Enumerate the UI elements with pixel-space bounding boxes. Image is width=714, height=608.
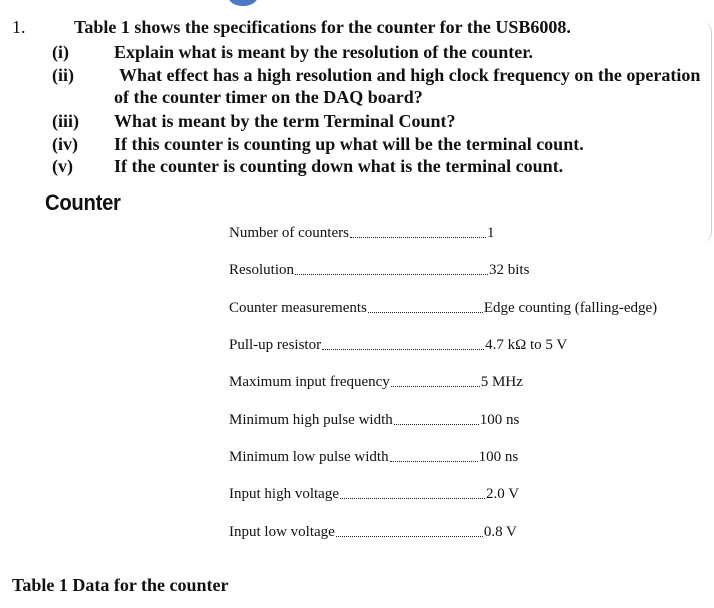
spec-row <box>229 262 704 279</box>
spec-row <box>229 524 704 541</box>
part-label: (iv) <box>52 134 78 154</box>
spec-name: Number of counters <box>229 225 349 241</box>
part-label: (ii) <box>52 65 74 85</box>
spec-row <box>229 300 704 317</box>
part-text: If the counter is counting down what is the terminal count. <box>114 156 564 176</box>
spec-row <box>229 449 704 466</box>
spec-value: 1 <box>486 225 495 241</box>
spec-value: 100 ns <box>478 449 519 465</box>
spec-name: Pull-up resistor <box>229 337 322 353</box>
spec-value: 0.8 V <box>483 524 517 540</box>
spec-row <box>229 374 704 391</box>
leader-dots <box>368 312 483 313</box>
spec-row <box>229 225 704 242</box>
table-caption: Table 1 Data for the counter <box>12 575 229 595</box>
leader-dots <box>394 424 479 425</box>
spec-value: Edge counting (falling-edge) <box>483 300 658 316</box>
leader-dots <box>340 498 485 499</box>
part-text: What is meant by the term Terminal Count? <box>114 111 456 131</box>
question-part-iii <box>52 110 702 132</box>
spec-value: 2.0 V <box>485 486 520 502</box>
part-label: (i) <box>52 42 69 62</box>
leader-dots <box>336 536 483 537</box>
page-edge-curve <box>701 22 712 242</box>
question-part-iv <box>52 133 702 155</box>
leader-dots <box>322 349 484 350</box>
spec-name: Input low voltage <box>229 524 335 540</box>
spec-row <box>229 486 704 503</box>
section-heading: Counter <box>45 190 121 215</box>
question-number: 1. <box>12 17 26 37</box>
part-text: If this counter is counting up what will be the terminal count. <box>114 134 584 154</box>
spec-name: Minimum low pulse width <box>229 449 389 465</box>
spec-name: Counter measurements <box>229 300 367 316</box>
decorative-blue-marker <box>228 0 258 6</box>
part-label: (iii) <box>52 111 79 131</box>
leader-dots <box>350 237 486 238</box>
spec-value: 100 ns <box>479 412 520 428</box>
part-label: (v) <box>52 156 73 176</box>
question-title: Table 1 shows the specifications for the counter for the USB6008. <box>74 17 571 37</box>
part-text: Explain what is meant by the resolution of the counter. <box>114 42 534 62</box>
leader-dots <box>391 386 480 387</box>
spec-row <box>229 412 704 429</box>
leader-dots <box>295 274 488 275</box>
question-part-i <box>52 41 702 63</box>
question-part-v <box>52 155 702 177</box>
leader-dots <box>390 461 478 462</box>
spec-name: Maximum input frequency <box>229 374 390 390</box>
spec-value: 32 bits <box>489 262 530 278</box>
spec-name: Input high voltage <box>229 486 339 502</box>
spec-value: 4.7 kΩ to 5 V <box>485 337 568 353</box>
spec-name: Minimum high pulse width <box>229 412 393 428</box>
spec-name: Resolution <box>229 262 295 278</box>
spec-row <box>229 337 704 354</box>
part-text: What effect has a high resolution and high clock frequency on the operation of the counter timer on the DAQ board? <box>114 65 701 107</box>
spec-value: 5 MHz <box>480 374 523 390</box>
question-part-ii <box>52 64 702 108</box>
